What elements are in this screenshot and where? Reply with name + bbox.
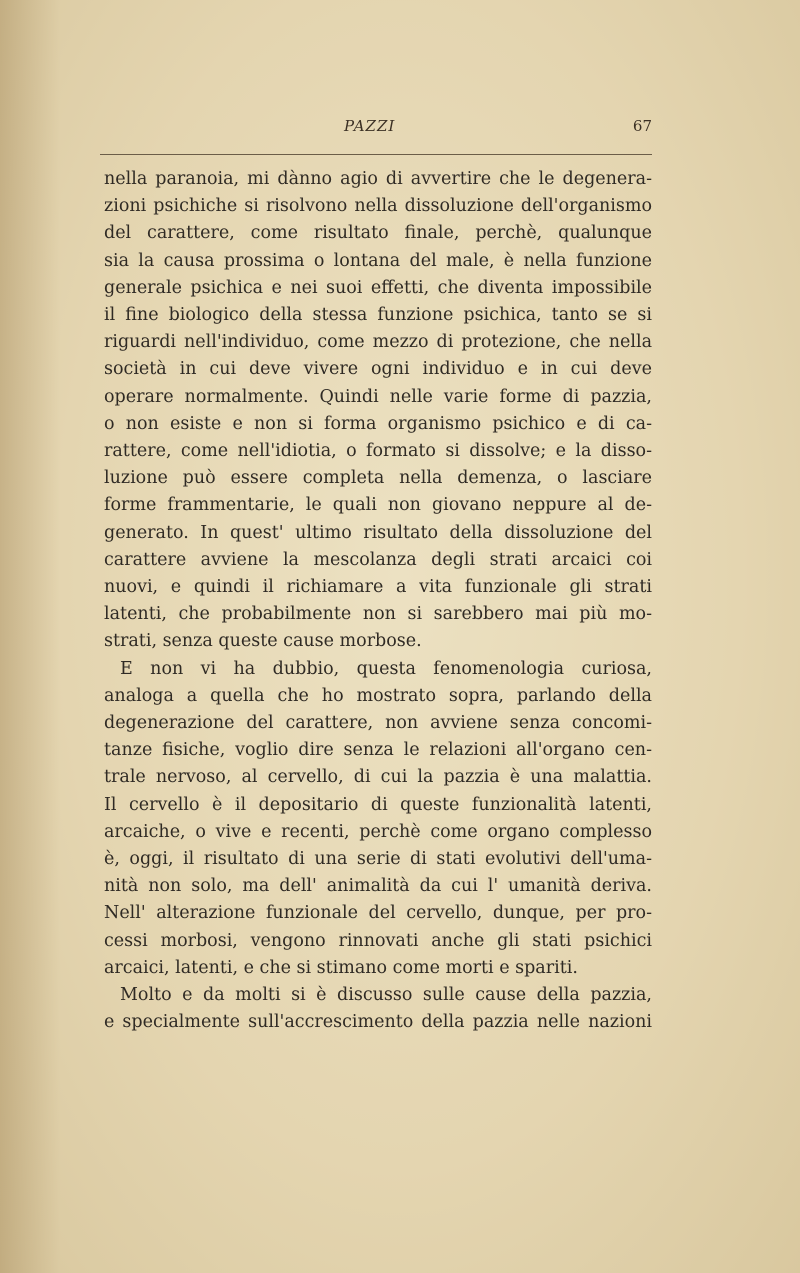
page-number: 67	[632, 117, 652, 135]
text-line: società in cui deve vivere ogni individuo e in cui deve	[104, 359, 652, 380]
text-line: tanze fisiche, voglio dire senza le relazioni all'organo cen-	[104, 740, 652, 761]
text-line: cessi morbosi, vengono rinnovati anche gli stati psichici	[104, 930, 652, 951]
text-line: Molto e da molti si è discusso sulle cause della pazzia,	[120, 985, 652, 1006]
text-line: nità non solo, ma dell' animalità da cui l' umanità deriva.	[104, 876, 652, 897]
text-line: nella paranoia, mi dànno agio di avvertire che le degenera-	[104, 169, 652, 189]
running-title: PAZZI	[344, 117, 396, 135]
text-line: degenerazione del carattere, non avviene senza concomi-	[104, 713, 652, 734]
text-line: forme frammentarie, le quali non giovano neppure al de-	[104, 495, 652, 516]
text-line: generale psichica e nei suoi effetti, che diventa impossibile	[104, 277, 652, 298]
body-text	[104, 166, 652, 1037]
text-line: trale nervoso, al cervello, di cui la pazzia è una malattia.	[104, 767, 652, 788]
text-line: carattere avviene la mescolanza degli strati arcaici coi	[104, 549, 652, 570]
text-line: Nell' alterazione funzionale del cervello, dunque, per pro-	[104, 903, 652, 924]
header-rule	[100, 154, 652, 155]
text-line: nuovi, e quindi il richiamare a vita funzionale gli strati	[104, 577, 652, 598]
page-header	[100, 117, 652, 147]
text-line: zioni psichiche si risolvono nella dissoluzione dell'organismo	[104, 196, 652, 217]
text-line: strati, senza queste cause morbose.	[104, 631, 422, 652]
text-line: sia la causa prossima o lontana del male, è nella funzione	[104, 250, 652, 271]
text-line: il fine biologico della stessa funzione psichica, tanto se si	[104, 305, 652, 326]
page-shadow	[0, 0, 60, 1273]
text-line: operare normalmente. Quindi nelle varie forme di pazzia,	[104, 386, 652, 407]
text-line: o non esiste e non si forma organismo psichico e di ca-	[104, 413, 652, 434]
text-line: riguardi nell'individuo, come mezzo di protezione, che nella	[104, 332, 652, 353]
text-line: e specialmente sull'accrescimento della pazzia nelle nazioni	[104, 1012, 652, 1033]
text-line: rattere, come nell'idiotia, o formato si dissolve; e la disso-	[104, 441, 652, 462]
text-line: luzione può essere completa nella demenza, o lasciare	[104, 468, 652, 489]
text-line: generato. In quest' ultimo risultato della dissoluzione del	[104, 522, 652, 543]
text-line: E non vi ha dubbio, questa fenomenologia curiosa,	[120, 658, 652, 679]
text-line: Il cervello è il depositario di queste funzionalità latenti,	[104, 794, 652, 815]
text-line: arcaiche, o vive e recenti, perchè come organo complesso	[104, 821, 652, 842]
text-line: analoga a quella che ho mostrato sopra, parlando della	[104, 685, 652, 706]
text-line: del carattere, come risultato finale, perchè, qualunque	[104, 223, 652, 244]
text-line: latenti, che probabilmente non si sarebbero mai più mo-	[104, 604, 652, 625]
text-line: arcaici, latenti, e che si stimano come morti e spariti.	[104, 957, 578, 978]
text-line: è, oggi, il risultato di una serie di stati evolutivi dell'uma-	[104, 849, 652, 870]
